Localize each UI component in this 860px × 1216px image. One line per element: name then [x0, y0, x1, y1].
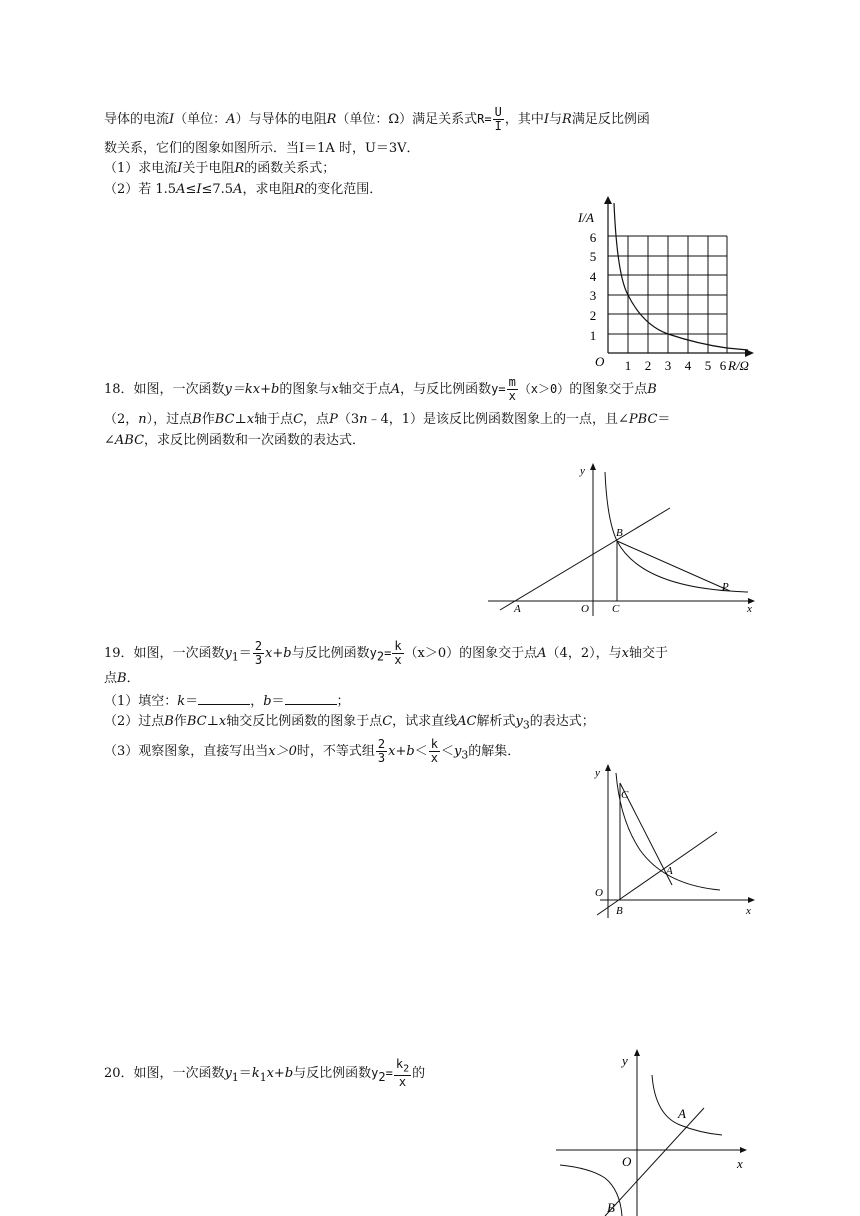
fig20-x-label: x [737, 1156, 743, 1171]
p19-line2: 点B． [104, 671, 140, 686]
fraction-two-thirds: $\frac{2}{3}$ [254, 639, 263, 667]
fig20-origin: O [622, 1154, 632, 1169]
fig20-point-b: B [607, 1200, 615, 1215]
fig19-point-c: C [621, 789, 629, 801]
fig18-point-b: B [616, 527, 623, 539]
fig19-x-label: x [746, 905, 751, 917]
p18-line2: （2，n），过点B作BC⊥x轴于点C，点P（3n﹣4，1）是该反比例函数图象上的一点，且∠PBC＝ [104, 412, 671, 427]
y-tick-4: 4 [589, 269, 597, 284]
y-tick-6: 6 [589, 230, 597, 245]
y-tick-3: 3 [589, 288, 597, 303]
p19-question1: （1）填空：k＝ ，b＝ ； [104, 694, 350, 709]
p17-line1: 导体的电流I（单位：A）与导体的电阻R（单位：Ω）满足关系式R= $\frac{U}{I}$ ，其中I与R满足反比例函 [104, 105, 650, 133]
fig18-point-c: C [612, 603, 620, 615]
figure-19-graph [585, 760, 765, 925]
formula-m-over-x: $\frac{m}{x}$ [508, 375, 516, 403]
p19-line1: 19．如图，一次函数$y_1=$ $\frac{2}{3}$ x+b与反比例函数$y_2=$ $\frac{k}{x}$ （x＞0）的图象交于点A（4，2），与x轴交于 [104, 639, 668, 667]
formula-k2-over-x: $\frac{k_2}{x}$ [395, 1057, 410, 1090]
x-tick-4: 4 [684, 358, 692, 373]
y-axis-label: I/A [578, 210, 594, 225]
x-tick-1: 1 [624, 358, 632, 373]
p19-question2: （2）过点B作BC⊥x轴交反比例函数的图象于点C，试求直线AC解析式$y_3$的表达式； [104, 714, 595, 732]
fig18-origin: O [581, 603, 589, 615]
y-tick-1: 1 [589, 328, 597, 343]
fig18-x-label: x [747, 603, 752, 615]
p19-question3: （3）观察图象，直接写出当x＞0时，不等式组 $\frac{2}{3}$ x+b＜ $\frac{k}{x}$ $<y_3$的解集． [104, 737, 521, 765]
figure-18-graph [480, 460, 770, 620]
y-tick-5: 5 [589, 249, 597, 264]
fig18-point-a: A [514, 603, 521, 615]
origin-label: O [595, 354, 605, 369]
fig20-point-a: A [678, 1106, 686, 1121]
figure-20-graph [550, 1040, 760, 1216]
fig19-origin: O [595, 887, 603, 899]
formula-r-u-over-i: $\frac{U}{I}$ [494, 105, 502, 133]
p17-question2: （2）若 1.5A≤I≤7.5A，求电阻R的变化范围． [104, 182, 383, 197]
p20-line1: 20．如图，一次函数$y_1=k_1x+b$与反比例函数$y_2=$ $\frac{k_2}{x}$ 的 [104, 1057, 426, 1090]
x-tick-3: 3 [664, 358, 672, 373]
fig19-point-a: A [666, 865, 673, 877]
figure-17-graph [570, 195, 760, 375]
fig19-y-label: y [595, 767, 600, 779]
formula-k-over-x: $\frac{k}{x}$ [394, 639, 402, 667]
k-answer-blank [198, 692, 250, 705]
fig18-y-label: y [580, 465, 585, 477]
p17-line2: 数关系，它们的图象如图所示．当I＝1A 时，U＝3V． [104, 141, 420, 156]
b-answer-blank [285, 692, 337, 705]
p17-question1: （1）求电流I关于电阻R的函数关系式； [104, 161, 336, 176]
x-tick-6: 6 [719, 358, 727, 373]
y-tick-2: 2 [589, 308, 597, 323]
p18-line1: 18．如图，一次函数y＝kx+b的图象与x轴交于点A，与反比例函数y= $\frac{m}{x}$ （x＞0）的图象交于点B [104, 375, 657, 403]
x-axis-label: R/Ω [728, 358, 749, 373]
fig19-point-b: B [616, 905, 623, 917]
fraction-two-thirds-ineq: $\frac{2}{3}$ [377, 737, 386, 765]
fig18-point-p: P [722, 581, 729, 593]
formula-k-over-x-ineq: $\frac{k}{x}$ [430, 737, 438, 765]
fig20-y-label: y [622, 1053, 628, 1068]
p18-line3: ∠ABC，求反比例函数和一次函数的表达式． [104, 433, 366, 448]
x-tick-2: 2 [644, 358, 652, 373]
x-tick-5: 5 [704, 358, 712, 373]
